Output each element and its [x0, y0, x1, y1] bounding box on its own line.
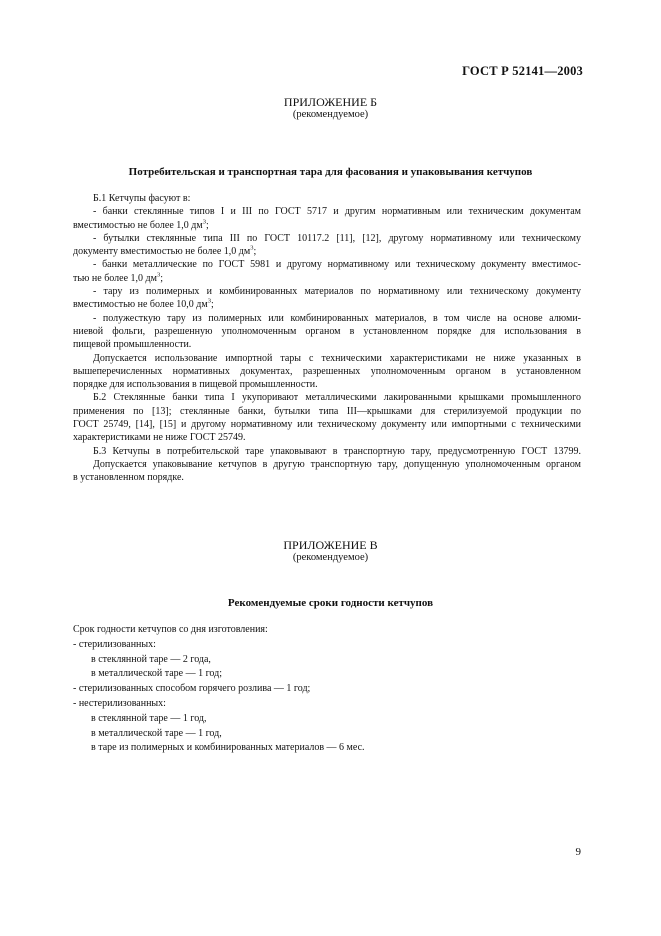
appendix-b-line: [73, 258, 581, 271]
appendix-b-line-text: порядке для использования в пищевой промышленности.: [73, 379, 318, 391]
appendix-b-line: [73, 431, 581, 444]
line-tail: ;: [210, 299, 214, 311]
appendix-b-line: [73, 405, 581, 418]
appendix-b-line-text: - бутылки стеклянные типа III по ГОСТ 10117.2 [11], [12], другому нормативному или техническому: [93, 232, 581, 244]
appendix-b-line-text: вместимостью не более 10,0 дм: [73, 299, 208, 311]
appendix-b-line-text: Допускается упаковывание кетчупов в другую транспортную тару, допущенную уполномоченным органом: [93, 458, 581, 470]
appendix-b-line-text: ГОСТ 25749, [14], [15] и другому нормативному или техническому документу или импортными с техническими: [73, 419, 581, 431]
line-tail: ;: [205, 219, 209, 231]
superscript: 3: [202, 218, 206, 226]
list-item: - стерилизованных:: [73, 638, 156, 650]
appendix-b-note: (рекомендуемое): [292, 109, 369, 120]
appendix-b-line: [73, 245, 581, 258]
appendix-b-line: [73, 272, 581, 285]
appendix-b-line: [73, 232, 581, 245]
appendix-b-line: [73, 298, 581, 311]
list-item: Срок годности кетчупов со дня изготовления:: [73, 624, 268, 635]
appendix-b-line-text: Б.2 Стеклянные банки типа I укупоривают металлическими лакированными крышками промышленного: [93, 392, 581, 404]
appendix-b-line: [73, 219, 581, 232]
appendix-b-line: [73, 378, 581, 391]
appendix-b-line: [73, 445, 581, 458]
appendix-b-line-text: вместимостью не более 1,0 дм: [73, 219, 203, 231]
appendix-b-line-text: тью не более 1,0 дм: [73, 272, 157, 284]
appendix-v-heading: Рекомендуемые сроки годности кетчупов: [227, 597, 434, 609]
appendix-b-line-text: документу вместимостью не более 1,0 дм: [73, 246, 251, 258]
appendix-b-line: [73, 458, 581, 471]
appendix-b-line: [73, 338, 581, 351]
line-tail: ;: [253, 246, 257, 258]
appendix-b-line-text: применения по [13]; стеклянные банки, бутылки типа III—крышками для стерилизуемой продукции по: [73, 405, 581, 417]
appendix-b-body: [73, 192, 581, 485]
appendix-b-line: [73, 325, 581, 338]
appendix-b-line-text: характеристиками не ниже ГОСТ 25749.: [73, 432, 246, 444]
appendix-b-line: [73, 192, 581, 205]
appendix-b-line-text: в установленном порядке.: [73, 472, 184, 484]
appendix-b-heading: Потребительская и транспортная тара для фасования и упаковывания кетчупов: [128, 166, 533, 178]
appendix-b-line-text: - тару из полимерных и комбинированных материалов по нормативному или техническому документу: [93, 286, 581, 298]
list-item: в таре из полимерных и комбинированных материалов — 6 мес.: [91, 742, 365, 754]
appendix-b-line-text: - банки стеклянные типов I и III по ГОСТ 5717 и другим нормативным или техническим документам: [93, 206, 581, 218]
appendix-b-line-text: Б.3 Кетчупы в потребительской таре упаковывают в транспортную тару, предусмотренную ГОСТ 13799.: [93, 445, 581, 457]
appendix-b-line: [73, 285, 581, 298]
document-header-code: ГОСТ Р 52141—2003: [462, 64, 583, 78]
appendix-b-line: [73, 418, 581, 431]
appendix-b-line-text: - банки металлические по ГОСТ 5981 и другому нормативному или техническому документу вместимос-: [93, 259, 581, 271]
list-item: - нестерилизованных:: [73, 697, 166, 709]
appendix-b-line-text: вышеперечисленных нормативных документах, разрешенных уполномоченным органом в установленном: [73, 365, 581, 377]
appendix-b-line: [73, 391, 581, 404]
appendix-b-line: [73, 205, 581, 218]
appendix-b-title: ПРИЛОЖЕНИЕ Б: [283, 95, 378, 109]
appendix-b-line: [73, 312, 581, 325]
list-item: в металлической таре — 1 год;: [91, 668, 222, 680]
appendix-b-line: [73, 471, 581, 484]
list-item: в стеклянной таре — 1 год,: [91, 712, 207, 724]
appendix-b-line-text: - полужесткую тару из полимерных или комбинированных материалов, в том числе на основе алюми-: [93, 312, 581, 324]
appendix-v-list: [73, 623, 581, 756]
line-tail: ;: [160, 272, 163, 284]
appendix-b-line-text: ниевой фольги, разрешенную уполномоченным органом в установленном порядке для использования в: [73, 325, 581, 337]
superscript: 3: [250, 244, 254, 252]
superscript: 3: [207, 298, 211, 306]
appendix-v-note: (рекомендуемое): [292, 552, 369, 563]
appendix-b-line-text: Б.1 Кетчупы фасуют в:: [93, 193, 191, 204]
appendix-b-line-text: пищевой промышленности.: [73, 339, 192, 351]
appendix-b-line: [73, 352, 581, 365]
list-item: - стерилизованных способом горячего розлива — 1 год;: [73, 683, 311, 695]
superscript: 3: [156, 271, 161, 279]
appendix-v-title: ПРИЛОЖЕНИЕ В: [283, 538, 378, 552]
list-item: в стеклянной таре — 2 года,: [91, 653, 211, 665]
appendix-b-line-text: Допускается использование импортной тары с техническими характеристиками не ниже указанных в: [93, 352, 581, 364]
list-item: в металлической таре — 1 год,: [91, 727, 222, 739]
page-number: 9: [575, 846, 581, 858]
appendix-b-line: [73, 365, 581, 378]
